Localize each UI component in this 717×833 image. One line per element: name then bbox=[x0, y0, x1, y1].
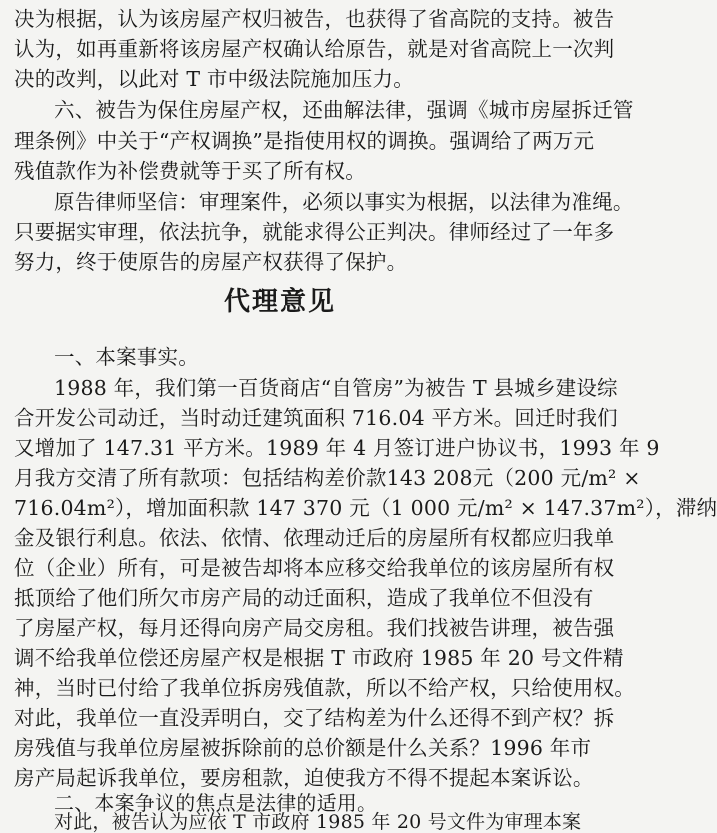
text-line: 原告律师坚信：审理案件，必须以事实为根据，以法律为准绳。 bbox=[54, 190, 634, 214]
text-line: 对此，我单位一直没弄明白，交了结构差为什么还得不到产权？拆 bbox=[14, 706, 615, 730]
text-line: 努力，终于使原告的房屋产权获得了保护。 bbox=[14, 250, 408, 274]
text-line: 716.04m²），增加面积款 147 370 元（1 000 元/m² × 147.37m²），滞纳 bbox=[14, 496, 717, 520]
text-line: 神，当时已付给了我单位拆房残值款，所以不给产权，只给使用权。 bbox=[14, 676, 635, 700]
text-line: 理条例》中关于“产权调换”是指使用权的调换。强调给了两万元 bbox=[14, 129, 595, 153]
text-line: 又增加了 147.31 平方米。1989 年 4 月签订进户协议书，1993 年 9 bbox=[14, 436, 660, 460]
text-line: 房产局起诉我单位，要房租款，迫使我方不得不提起本案诉讼。 bbox=[14, 766, 594, 790]
text-line: 月我方交清了所有款项：包括结构差价款143 208元（200 元/m² × bbox=[14, 466, 641, 490]
text-line: 残值款作为补偿费就等于买了所有权。 bbox=[14, 159, 366, 183]
text-line: 位（企业）所有，可是被告却将本应移交给我单位的该房屋所有权 bbox=[14, 556, 615, 580]
text-line: 对此，被告认为应依 T 市政府 1985 年 20 号文件为审理本案 bbox=[54, 811, 582, 833]
text-line: 1988 年，我们第一百货商店“自管房”为被告 T 县城乡建设综 bbox=[54, 376, 618, 400]
text-line: 了房屋产权，每月还得向房产局交房租。我们找被告讲理，被告强 bbox=[14, 616, 615, 640]
text-line: 只要据实审理，依法抗争，就能求得公正判决。律师经过了一年多 bbox=[14, 220, 615, 244]
text-line: 调不给我单位偿还房屋产权是根据 T 市政府 1985 年 20 号文件精 bbox=[14, 646, 624, 670]
text-line: 认为，如再重新将该房屋产权确认给原告，就是对省高院上一次判 bbox=[14, 37, 615, 61]
text-line: 合开发公司动迁，当时动迁建筑面积 716.04 平方米。回迁时我们 bbox=[14, 406, 618, 430]
text-line: 六、被告为保住房屋产权，还曲解法律，强调《城市房屋拆迁管 bbox=[54, 98, 634, 122]
text-line: 决为根据，认为该房屋产权归被告，也获得了省高院的支持。被告 bbox=[14, 7, 615, 31]
text-line: 决的改判，以此对 T 市中级法院施加压力。 bbox=[14, 67, 414, 91]
section-heading: 二、本案争议的焦点是法律的适用。 bbox=[54, 791, 378, 815]
section-heading: 一、本案事实。 bbox=[54, 345, 199, 369]
text-line: 金及银行利息。依法、依情、依理动迁后的房屋所有权都应归我单 bbox=[14, 526, 615, 550]
text-line: 房残值与我单位房屋被拆除前的总价额是什么关系？1996 年市 bbox=[14, 736, 592, 760]
text-line: 抵顶给了他们所欠市房产局的动迁面积，造成了我单位不但没有 bbox=[14, 586, 594, 610]
section-title: 代理意见 bbox=[223, 287, 336, 317]
